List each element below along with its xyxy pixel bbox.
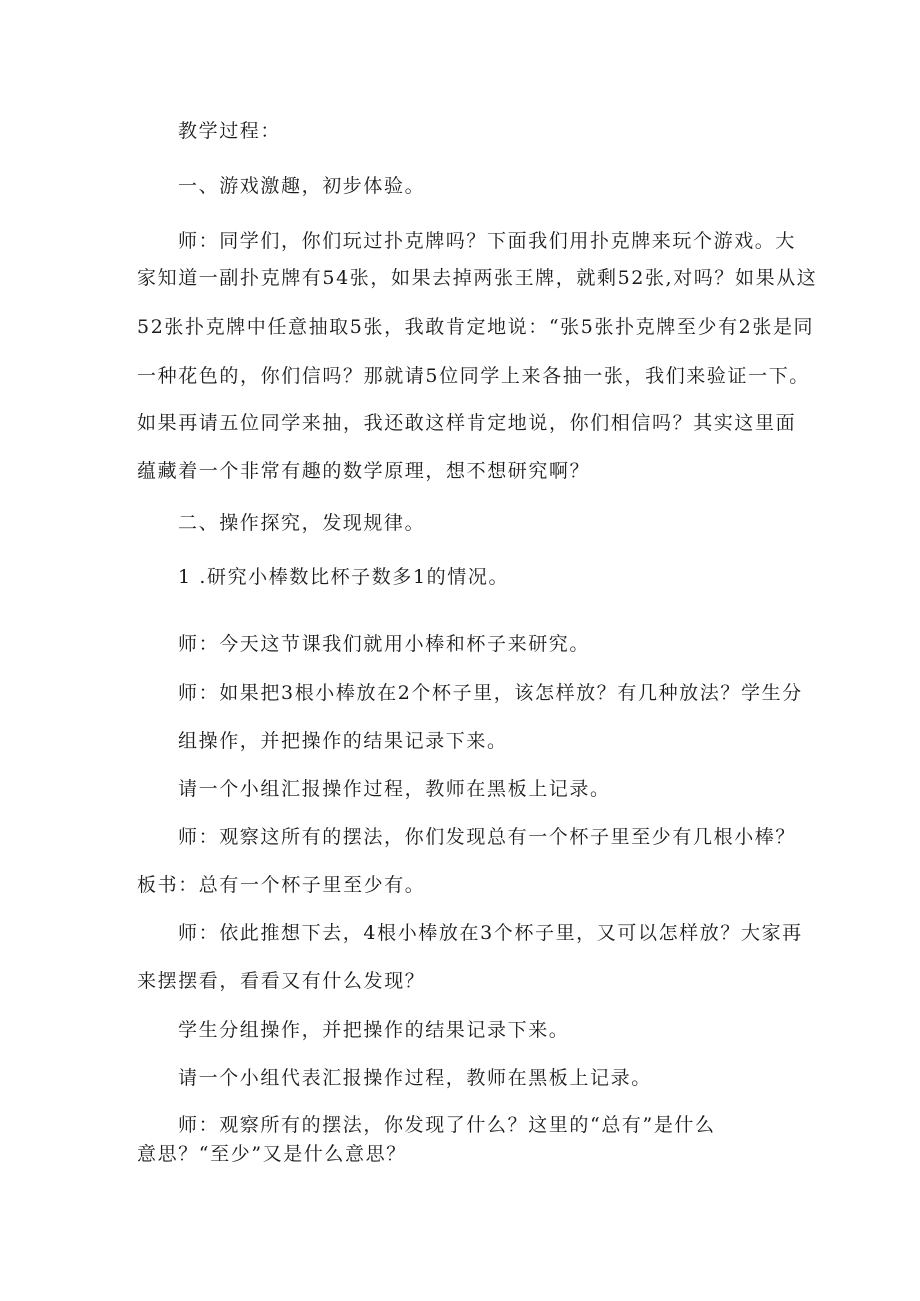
paragraph-line: 请一个小组代表汇报操作过程，教师在黑板上记录。: [178, 1067, 652, 1089]
paragraph-line: 师：如果把3根小棒放在2个杯子里，该怎样放？有几种放法？学生分: [178, 682, 803, 704]
paragraph-line: 组操作，并把操作的结果记录下来。: [178, 730, 508, 752]
paragraph-line: 来摆摆看，看看又有什么发现？: [137, 970, 426, 992]
paragraph-line: 学生分组操作，并把操作的结果记录下来。: [178, 1019, 570, 1041]
subsection-heading-1: 1 .研究小棒数比杯子数多1的情况。: [178, 566, 510, 588]
paragraph-line: 一种花色的，你们信吗？那就请5位同学上来各抽一张，我们来验证一下。: [137, 365, 810, 387]
paragraph-line: 师：观察所有的摆法，你发现了什么？这里的“总有”是什么: [178, 1114, 716, 1136]
paragraph-line: 请一个小组汇报操作过程，教师在黑板上记录。: [178, 778, 611, 800]
paragraph-line: 意思？“至少”又是什么意思？: [137, 1143, 407, 1165]
paragraph-line: 52张扑克牌中任意抽取5张，我敢肯定地说：“张5张扑克牌至少有2张是同: [137, 316, 815, 338]
paragraph-line: 蕴藏着一个非常有趣的数学原理，想不想研究啊？: [137, 460, 591, 482]
paragraph-line: 师：依此推想下去，4根小棒放在3个杯子里，又可以怎样放？大家再: [178, 922, 803, 944]
paragraph-line: 板书：总有一个杯子里至少有。: [137, 874, 426, 896]
section-heading-1: 一、游戏激趣，初步体验。: [178, 175, 426, 197]
paragraph-line: 师：今天这节课我们就用小棒和杯子来研究。: [178, 633, 591, 655]
section-heading-2: 二、操作探究，发现规律。: [178, 512, 426, 534]
section-heading-teaching-process: 教学过程：: [178, 120, 282, 142]
paragraph-line: 师：同学们，你们玩过扑克牌吗？下面我们用扑克牌来玩个游戏。大: [178, 230, 797, 252]
paragraph-line: 如果再请五位同学来抽，我还敢这样肯定地说，你们相信吗？其实这里面: [137, 412, 797, 434]
paragraph-line: 家知道一副扑克牌有54张，如果去掉两张王牌，就剩52张,对吗？如果从这: [137, 267, 818, 289]
paragraph-line: 师：观察这所有的摆法，你们发现总有一个杯子里至少有几根小棒？: [178, 826, 797, 848]
